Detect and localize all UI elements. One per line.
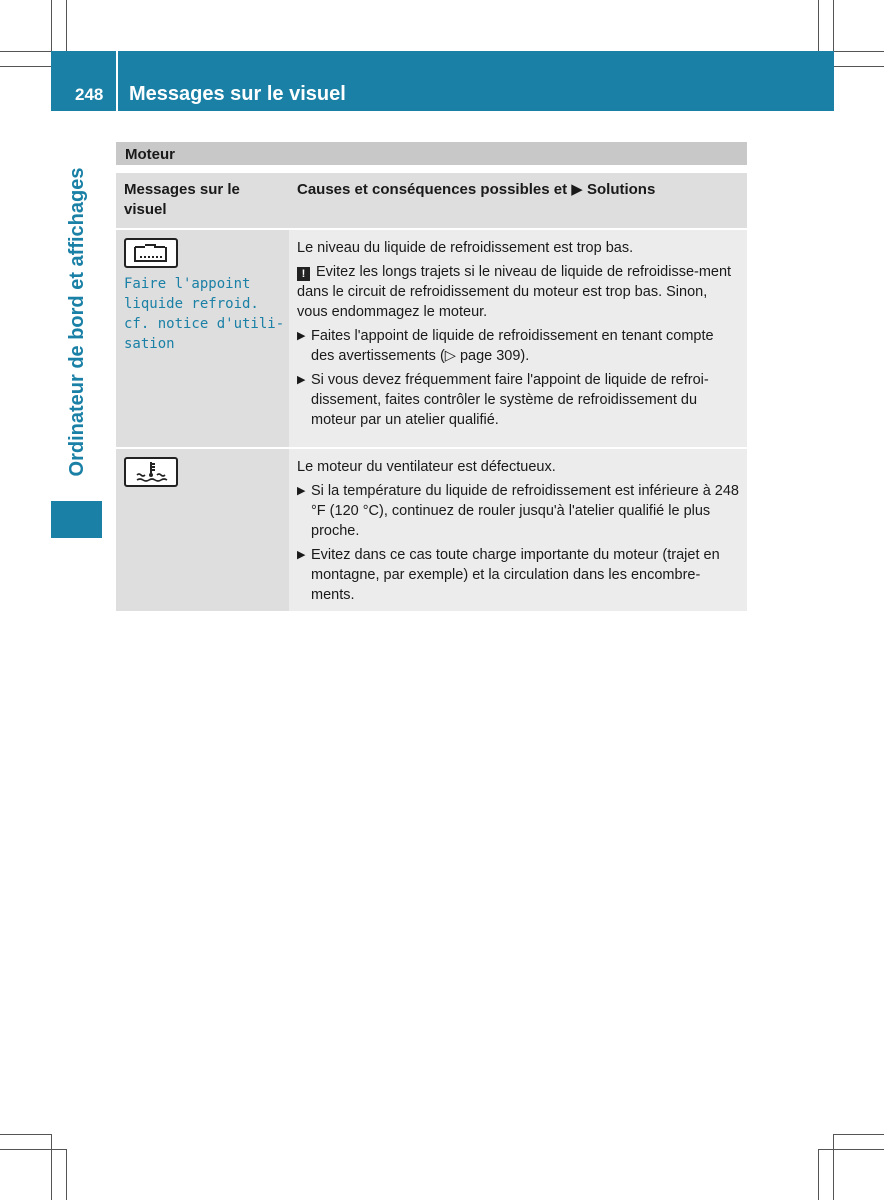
table-row [116, 230, 747, 449]
crop-mark [66, 0, 67, 51]
warning-text: Evitez les longs trajets si le niveau de liquide de refroidisse-ment dans le circuit de refroidissement du moteur est trop bas. Sinon, vous endommagez le moteur. [297, 264, 732, 320]
warning-icon: ! [297, 267, 310, 281]
bullet-arrow-icon: ▶ [297, 485, 306, 497]
coolant-temperature-icon [124, 457, 178, 487]
action-text: Si vous devez fréquemment faire l'appoint de liquide de refroi-dissement, faites contrôler le système de refroidissement du moteur par un atelier qualifié. [311, 372, 709, 428]
bullet-arrow-icon: ▶ [297, 549, 306, 561]
display-message-cell [116, 449, 289, 611]
list-item [297, 370, 739, 430]
list-item [297, 481, 739, 541]
crop-mark [818, 1149, 819, 1200]
action-text: Si la température du liquide de refroidissement est inférieure à 248 °F (120 °C), continuez de rouler jusqu'à l'atelier qualifié le plus proche. [311, 483, 739, 539]
crop-mark [818, 1149, 884, 1150]
page-header [51, 51, 834, 111]
table-header-row [116, 173, 747, 230]
crop-mark [834, 66, 884, 67]
bullet-arrow-icon: ▶ [297, 374, 306, 386]
cause-text: Le moteur du ventilateur est défectueux. [297, 459, 556, 475]
column-header-causes: Causes et conséquences possibles et ▶ Solutions [289, 173, 747, 228]
page-title: Messages sur le visuel [129, 83, 346, 105]
list-item [297, 326, 739, 366]
cause-cell [289, 449, 747, 611]
header-divider [116, 51, 118, 111]
cause-text: Le niveau du liquide de refroidissement est trop bas. [297, 240, 634, 256]
message-table [116, 142, 747, 611]
cause-cell [289, 230, 747, 447]
crop-mark [0, 1149, 66, 1150]
column-header-messages: Messages sur le visuel [116, 173, 289, 228]
table-row [116, 449, 747, 611]
display-message-text: Faire l'appoint liquide refroid. cf. notice d'utili- sation [124, 276, 285, 352]
crop-mark [66, 1149, 67, 1200]
crop-mark [833, 0, 834, 51]
crop-mark [818, 0, 819, 51]
action-text: Evitez dans ce cas toute charge importante du moteur (trajet en montagne, par exemple) et la circulation dans les encombre-ments. [311, 547, 720, 603]
crop-mark [833, 1134, 884, 1135]
crop-mark [834, 51, 884, 52]
crop-mark [833, 1134, 834, 1200]
crop-mark [51, 0, 52, 51]
crop-mark [0, 66, 51, 67]
action-text: Faites l'appoint de liquide de refroidissement en tenant compte des avertissements (▷ page 309). [311, 328, 714, 364]
crop-mark [0, 51, 51, 52]
chapter-label: Ordinateur de bord et affichages [66, 167, 88, 477]
crop-mark [51, 1134, 52, 1200]
display-message-cell [116, 230, 289, 447]
crop-mark [0, 1134, 51, 1135]
coolant-reservoir-icon [124, 238, 178, 268]
page-number: 248 [75, 85, 104, 104]
list-item [297, 545, 739, 605]
warning-paragraph [297, 262, 739, 322]
bullet-arrow-icon: ▶ [297, 330, 306, 342]
section-title: Moteur [116, 142, 747, 167]
